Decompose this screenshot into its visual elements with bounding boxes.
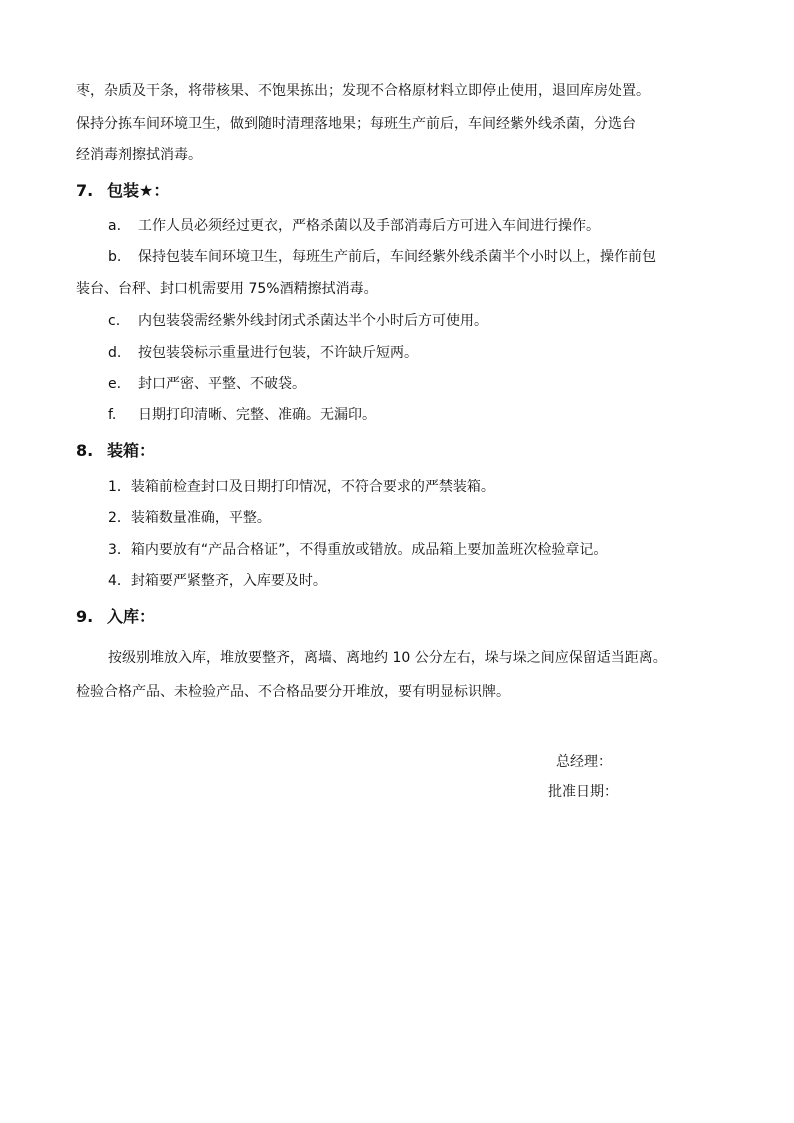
section-8-item-1: 1．装箱前检查封口及日期打印情况，不符合要求的严禁装箱。 [108, 479, 495, 495]
section-7-item-a [108, 216, 600, 236]
section-7-item-e [108, 374, 306, 394]
item-text: 按包装袋标示重量进行包装，不许缺斤短两。 [138, 345, 418, 361]
item-text: 保持包装车间环境卫生，每班生产前后，车间经紫外线杀菌半个小时以上，操作前包 [138, 249, 656, 265]
section-7-item-c [108, 311, 488, 331]
section-8-number: 8. [76, 441, 94, 460]
item-marker: e. [108, 376, 122, 392]
section-7-item-f [108, 405, 376, 425]
item-marker: d. [108, 345, 122, 361]
intro-line-1: 枣，杂质及干条，将带核果、不饱果拣出；发现不合格原材料立即停止使用，退回库房处置。 [76, 83, 650, 99]
item-text: 封口严密、平整、不破袋。 [138, 376, 306, 392]
section-7-item-d [108, 343, 418, 363]
section-7-item-b-continuation: 装台、台秤、封口机需要用 75%酒精擦拭消毒。 [76, 281, 378, 297]
section-9-number: 9. [76, 607, 94, 626]
item-marker: a. [108, 218, 122, 234]
intro-line-3: 经消毒剂擦拭消毒。 [76, 147, 202, 163]
item-text: 工作人员必须经过更衣，严格杀菌以及手部消毒后方可进入车间进行操作。 [138, 218, 600, 234]
section-8-item-2: 2．装箱数量准确，平整。 [108, 510, 271, 526]
section-8-title: 装箱： [107, 441, 156, 460]
approval-date-label: 批准日期： [548, 784, 618, 800]
item-marker: b. [108, 249, 122, 265]
section-9-title: 入库： [107, 607, 156, 626]
section-7-title: 包装★： [107, 181, 170, 200]
item-marker: f. [108, 407, 117, 423]
section-7-heading [76, 181, 169, 201]
section-9-line-2: 检验合格产品、未检验产品、不合格品要分开堆放，要有明显标识牌。 [76, 684, 510, 700]
item-text: 内包装袋需经紫外线封闭式杀菌达半个小时后方可使用。 [138, 313, 488, 329]
section-8-heading [76, 441, 155, 461]
section-9-line-1: 按级别堆放入库，堆放要整齐，离墙、离地约 10 公分左右，垛与垛之间应保留适当距离。 [108, 650, 667, 666]
section-7-item-b [108, 247, 656, 267]
general-manager-label: 总经理： [556, 754, 612, 770]
section-7-number: 7. [76, 181, 94, 200]
section-8-item-3: 3．箱内要放有“产品合格证”，不得重放或错放。成品箱上要加盖班次检验章记。 [108, 542, 608, 558]
section-8-item-4: 4．封箱要严紧整齐，入库要及时。 [108, 573, 327, 589]
section-9-heading [76, 607, 155, 627]
intro-line-2: 保持分拣车间环境卫生，做到随时清理落地果；每班生产前后，车间经紫外线杀菌，分选台 [76, 116, 636, 132]
item-marker: c. [108, 313, 121, 329]
item-text: 日期打印清晰、完整、准确。无漏印。 [138, 407, 376, 423]
